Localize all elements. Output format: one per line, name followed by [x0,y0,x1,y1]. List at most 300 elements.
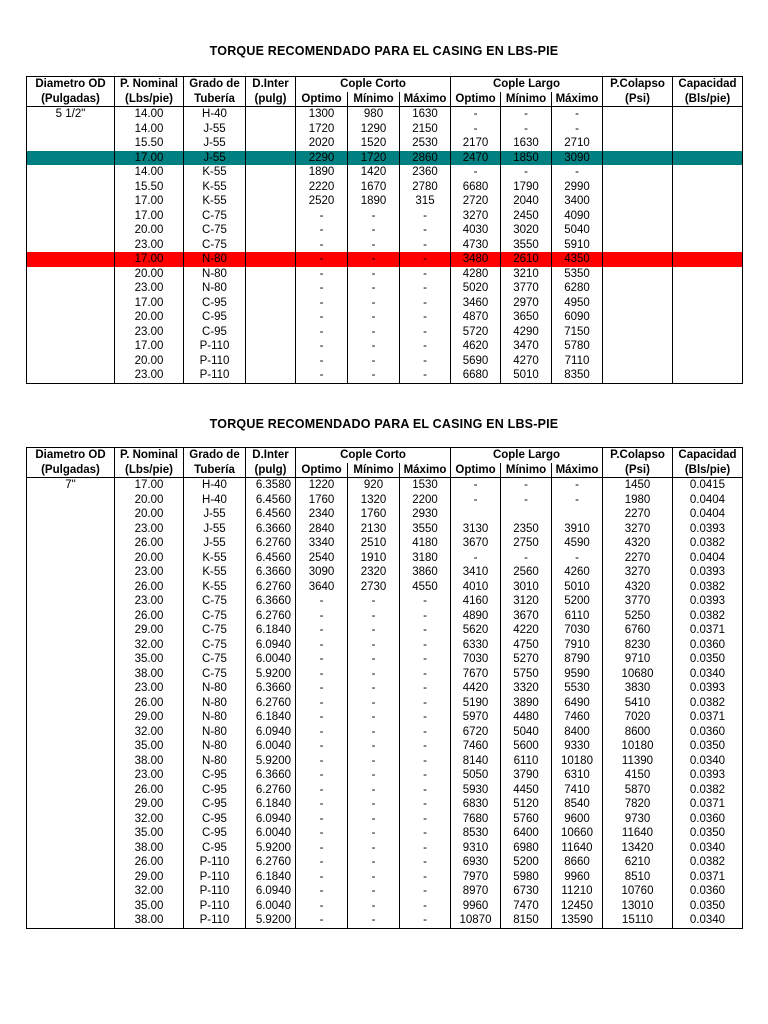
table-cell: 7460 [451,739,501,754]
table-cell: 8400 [552,725,603,740]
table-cell: 5870 [603,783,673,798]
header-grade: Grado de [184,77,246,92]
header-collapse-unit: (Psi) [603,463,673,478]
cell-od [27,797,115,812]
table-cell: - [296,368,348,383]
table-cell: 2470 [451,151,501,166]
table-cell: 6760 [603,623,673,638]
table-cell [603,151,673,166]
table-cell: P-110 [184,368,246,383]
table-cell: 3770 [603,594,673,609]
table-cell: 5530 [552,681,603,696]
table-cell: K-55 [184,580,246,595]
table-row [27,507,743,522]
table-cell [246,107,296,122]
table-cell: - [296,223,348,238]
table-row [27,725,743,740]
table-cell [603,180,673,195]
table-cell: 4890 [451,609,501,624]
table-cell: H-40 [184,107,246,122]
table-cell: 1790 [501,180,552,195]
table-cell: 23.00 [115,368,184,383]
table-cell: 6.1840 [246,623,296,638]
table-cell: 14.00 [115,165,184,180]
table-cell: 0.0382 [673,783,743,798]
table-cell: J-55 [184,136,246,151]
table-cell: 23.00 [115,681,184,696]
table-cell: 0.0371 [673,870,743,885]
table-cell: - [348,899,400,914]
table-cell: 1720 [296,122,348,137]
table-cell: 0.0371 [673,623,743,638]
table-cell: 5250 [603,609,673,624]
table-cell: 38.00 [115,841,184,856]
table-cell: 5050 [451,768,501,783]
header-short-min: Mínimo [348,463,400,478]
table-cell: - [348,739,400,754]
header-long-min: Mínimo [501,92,552,107]
table-cell: 5190 [451,696,501,711]
table-cell: 0.0350 [673,899,743,914]
table-cell: - [296,696,348,711]
table-cell: 2860 [400,151,451,166]
table-cell: - [552,122,603,137]
table-cell: 8230 [603,638,673,653]
table-row [27,223,743,238]
table-cell: 6980 [501,841,552,856]
table-cell: 6.2760 [246,536,296,551]
table-cell [246,180,296,195]
header-long-max: Máximo [552,463,603,478]
table-cell: 1890 [348,194,400,209]
header-dinter: D.Inter [246,448,296,463]
table-cell: 0.0404 [673,493,743,508]
table-cell: - [348,841,400,856]
header-row-1 [27,448,743,463]
table-row [27,493,743,508]
table-cell: 13590 [552,913,603,928]
cell-od [27,739,115,754]
table-cell: 1450 [603,478,673,493]
table-cell: - [348,696,400,711]
header-grade-2: Tubería [184,463,246,478]
table-cell: 6.0040 [246,739,296,754]
table-cell: 29.00 [115,710,184,725]
table-cell: - [296,884,348,899]
table-cell: - [400,325,451,340]
table-cell: 11390 [603,754,673,769]
table-row [27,267,743,282]
table-row [27,841,743,856]
cell-od [27,841,115,856]
table-cell: 20.00 [115,310,184,325]
table-cell: 6490 [552,696,603,711]
header-od-unit: (Pulgadas) [27,463,115,478]
table-cell: 4220 [501,623,552,638]
table-cell: 7970 [451,870,501,885]
table-cell: 7020 [603,710,673,725]
table-cell: 6.3660 [246,594,296,609]
table-cell: - [400,899,451,914]
table-cell: 4950 [552,296,603,311]
table-cell: 0.0415 [673,478,743,493]
table-cell: K-55 [184,180,246,195]
table-row [27,623,743,638]
table-cell: - [400,812,451,827]
table-row [27,739,743,754]
cell-od [27,812,115,827]
table-cell [603,122,673,137]
table-cell: 0.0393 [673,768,743,783]
table-cell [246,194,296,209]
table-2-title: TORQUE RECOMENDADO PARA EL CASING EN LBS-PIE [209,417,559,431]
table-cell: 0.0382 [673,536,743,551]
table-cell: 2360 [400,165,451,180]
table-cell: 10660 [552,826,603,841]
table-cell: K-55 [184,551,246,566]
table-cell: 10680 [603,667,673,682]
table-cell: 1720 [348,151,400,166]
table-row [27,580,743,595]
table-cell: P-110 [184,913,246,928]
table-cell: 4260 [552,565,603,580]
table-cell [246,238,296,253]
header-collapse-unit: (Psi) [603,92,673,107]
table-cell: - [348,594,400,609]
table-cell: - [348,609,400,624]
table-cell: 9310 [451,841,501,856]
table-cell: 4030 [451,223,501,238]
table-cell: 10870 [451,913,501,928]
table-cell [673,223,743,238]
table-cell: 6.3660 [246,768,296,783]
table-row [27,696,743,711]
table-cell: - [348,681,400,696]
table-cell: 6.2760 [246,783,296,798]
table-cell: 4730 [451,238,501,253]
table-cell: - [451,478,501,493]
table-cell: - [400,710,451,725]
table-cell: 1630 [400,107,451,122]
table-cell [603,354,673,369]
table-cell: - [400,797,451,812]
table-cell: 17.00 [115,194,184,209]
table-cell: - [400,209,451,224]
table-row [27,325,743,340]
table-cell: 2220 [296,180,348,195]
table-cell: 0.0382 [673,580,743,595]
cell-od [27,681,115,696]
table-cell: C-95 [184,826,246,841]
table-cell: 3480 [451,252,501,267]
cell-od [27,754,115,769]
table-cell: - [348,252,400,267]
table-cell [673,238,743,253]
table-cell: 26.00 [115,580,184,595]
table-cell: 20.00 [115,267,184,282]
table-cell: 920 [348,478,400,493]
cell-od [27,522,115,537]
table-cell: 3130 [451,522,501,537]
table-cell: 6.0940 [246,638,296,653]
table-cell: C-95 [184,325,246,340]
table-cell: - [501,165,552,180]
table-cell: 5410 [603,696,673,711]
table-cell [673,325,743,340]
table-cell: 8790 [552,652,603,667]
table-cell: - [296,667,348,682]
table-cell: 4280 [451,267,501,282]
table-cell: - [400,252,451,267]
table-cell: 29.00 [115,870,184,885]
table-cell: 5010 [501,368,552,383]
table-cell: 0.0382 [673,855,743,870]
table-cell: 11640 [603,826,673,841]
header-collapse: P.Colapso [603,77,673,92]
table-cell: 3090 [552,151,603,166]
table-cell: 2990 [552,180,603,195]
table-cell: 0.0350 [673,652,743,667]
table-cell: 1520 [348,136,400,151]
table-cell: 980 [348,107,400,122]
table-cell: N-80 [184,281,246,296]
table-cell: 6.1840 [246,797,296,812]
header-capacity-unit: (Bls/pie) [673,463,743,478]
table-cell: 7030 [451,652,501,667]
cell-od [27,151,115,166]
table-cell: 6830 [451,797,501,812]
table-cell: 38.00 [115,913,184,928]
table-cell: - [296,252,348,267]
cell-od [27,594,115,609]
table-cell: - [451,165,501,180]
table-row [27,783,743,798]
table-cell: C-95 [184,310,246,325]
table-cell: - [400,783,451,798]
table-cell: 8600 [603,725,673,740]
table-cell: 35.00 [115,739,184,754]
table-cell [673,310,743,325]
table-cell: 4870 [451,310,501,325]
cell-od [27,638,115,653]
table-cell: N-80 [184,696,246,711]
table-cell: 7150 [552,325,603,340]
table-cell: - [348,754,400,769]
table-row [27,136,743,151]
table-cell [603,281,673,296]
table-cell: 7670 [451,667,501,682]
table-cell: 2350 [501,522,552,537]
table-cell: - [400,296,451,311]
table-cell: 32.00 [115,884,184,899]
table-cell: C-75 [184,209,246,224]
table-cell: - [552,493,603,508]
table-cell: 5040 [501,725,552,740]
cell-od [27,252,115,267]
table-cell: 11640 [552,841,603,856]
table-row [27,855,743,870]
table-cell: 26.00 [115,536,184,551]
table-row [27,107,743,122]
table-cell: - [348,913,400,928]
table-cell: - [296,826,348,841]
cell-od [27,223,115,238]
table-cell: 4160 [451,594,501,609]
header-row-1 [27,77,743,92]
table-cell: - [296,281,348,296]
table-cell: 0.0360 [673,812,743,827]
table-cell: 14.00 [115,107,184,122]
table-cell: 7680 [451,812,501,827]
table-row [27,797,743,812]
table-cell: 23.00 [115,768,184,783]
header-long-coupling: Cople Largo [451,448,603,463]
table-cell: 10180 [552,754,603,769]
table-cell: N-80 [184,754,246,769]
table-cell: - [296,855,348,870]
table-cell: - [501,493,552,508]
table-cell: 3790 [501,768,552,783]
table-row [27,252,743,267]
cell-od [27,725,115,740]
table-row [27,884,743,899]
table-cell: - [348,826,400,841]
table-cell: C-95 [184,841,246,856]
table-cell [603,136,673,151]
table-cell [673,267,743,282]
table-cell: 3670 [501,609,552,624]
table-cell: 6400 [501,826,552,841]
table-cell: 1290 [348,122,400,137]
table-cell: 4320 [603,580,673,595]
cell-od [27,623,115,638]
header-nominal-unit: (Lbs/pie) [115,92,184,107]
table-cell: 5760 [501,812,552,827]
table-row [27,768,743,783]
table-cell: - [451,551,501,566]
table-cell: 3270 [603,565,673,580]
table-cell: 6280 [552,281,603,296]
table-cell: 6930 [451,855,501,870]
table-cell [246,368,296,383]
table-cell: - [296,899,348,914]
table-cell: - [348,223,400,238]
table-cell: 3550 [400,522,451,537]
table-cell: 3910 [552,522,603,537]
table-cell: - [348,855,400,870]
table-cell: K-55 [184,194,246,209]
header-long-opt: Optimo [451,92,501,107]
table-cell: 4290 [501,325,552,340]
table-cell: 8150 [501,913,552,928]
table-cell: N-80 [184,267,246,282]
cell-od [27,354,115,369]
table-cell: - [296,310,348,325]
table-row [27,870,743,885]
table-row [27,812,743,827]
cell-od [27,194,115,209]
header-nominal: P. Nominal [115,448,184,463]
table-cell: 5120 [501,797,552,812]
table-cell: 4010 [451,580,501,595]
table-cell: - [400,281,451,296]
table-cell: - [348,783,400,798]
table-cell: 7820 [603,797,673,812]
table-cell: 0.0340 [673,841,743,856]
table-cell: P-110 [184,899,246,914]
table-cell: 0.0371 [673,797,743,812]
table-cell: 3120 [501,594,552,609]
cell-od [27,696,115,711]
table-cell: - [296,296,348,311]
table-cell: H-40 [184,478,246,493]
table-cell: 2270 [603,507,673,522]
table-cell: 3210 [501,267,552,282]
table-cell [246,310,296,325]
table-cell: - [296,768,348,783]
cell-od: 5 1/2" [27,107,115,122]
table-cell: 5750 [501,667,552,682]
cell-od [27,238,115,253]
table-cell: 6310 [552,768,603,783]
table-cell: N-80 [184,681,246,696]
header-grade: Grado de [184,448,246,463]
table-cell: 3270 [603,522,673,537]
table-cell: P-110 [184,339,246,354]
table-cell: - [296,652,348,667]
cell-od [27,368,115,383]
table-cell [246,354,296,369]
table-cell: - [348,768,400,783]
table-cell: 3090 [296,565,348,580]
table-cell: 7110 [552,354,603,369]
table-cell [603,194,673,209]
table-row [27,681,743,696]
table-cell: 23.00 [115,522,184,537]
table-cell: 6330 [451,638,501,653]
table-cell: 2150 [400,122,451,137]
table-cell: 8970 [451,884,501,899]
table-cell: 5780 [552,339,603,354]
table-cell: - [400,368,451,383]
header-long-opt: Optimo [451,463,501,478]
table-cell [673,209,743,224]
table-cell: 4350 [552,252,603,267]
table-cell: N-80 [184,725,246,740]
header-long-max: Máximo [552,92,603,107]
table-cell: P-110 [184,884,246,899]
cell-od [27,652,115,667]
cell-od [27,768,115,783]
table-cell: 6.0040 [246,899,296,914]
table-row [27,565,743,580]
table-cell: P-110 [184,870,246,885]
table-cell: 0.0393 [673,681,743,696]
table-row [27,296,743,311]
header-row-2 [27,463,743,478]
table-cell [246,136,296,151]
table-cell: N-80 [184,710,246,725]
table-cell: 6.4560 [246,493,296,508]
table-cell: 23.00 [115,281,184,296]
header-short-opt: Optimo [296,463,348,478]
table-cell: 17.00 [115,339,184,354]
table-cell: 5980 [501,870,552,885]
table-row [27,710,743,725]
table-cell: 4590 [552,536,603,551]
table-cell: 2530 [400,136,451,151]
table-cell: 26.00 [115,855,184,870]
